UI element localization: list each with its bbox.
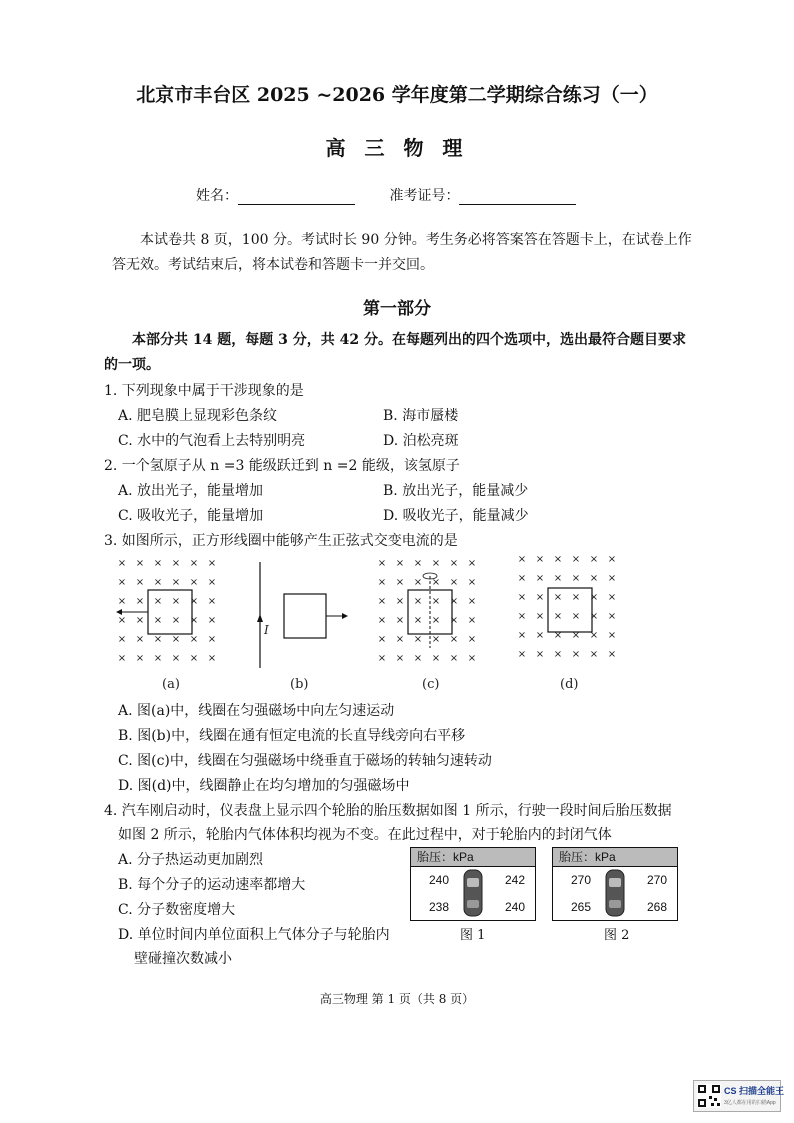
field-cross-mark: × — [413, 596, 423, 607]
field-cross-mark: × — [553, 611, 563, 622]
field-cross-mark: × — [589, 573, 599, 584]
field-cross-mark: × — [589, 592, 599, 603]
field-cross-mark: × — [377, 596, 387, 607]
field-cross-mark: × — [117, 577, 127, 588]
figure-b-current-label: I — [264, 623, 269, 637]
field-cross-mark: × — [171, 615, 181, 626]
figure-a-field — [118, 558, 216, 664]
field-cross-mark: × — [207, 577, 217, 588]
field-cross-mark: × — [135, 596, 145, 607]
field-cross-mark: × — [517, 630, 527, 641]
tire2-front-right: 270 — [647, 873, 668, 887]
field-cross-mark: × — [413, 653, 423, 664]
field-cross-mark: × — [431, 596, 441, 607]
field-cross-mark: × — [553, 592, 563, 603]
field-cross-mark: × — [431, 615, 441, 626]
field-cross-mark: × — [535, 649, 545, 660]
q2-option-c: C. 吸收光子，能量增加 — [118, 508, 264, 524]
tire2-rear-left: 265 — [571, 900, 592, 914]
field-cross-mark: × — [171, 558, 181, 569]
field-cross-mark: × — [571, 630, 581, 641]
field-cross-mark: × — [117, 634, 127, 645]
field-cross-mark: × — [467, 558, 477, 569]
field-cross-mark: × — [171, 653, 181, 664]
exam-intro: 本试卷共 8 页，100 分。考试时长 90 分钟。考生务必将答案答在答题卡上，在试卷上作答无效。考试结束后，将本试卷和答题卡一并交回。 — [112, 232, 692, 273]
field-cross-mark: × — [189, 615, 199, 626]
field-cross-mark: × — [431, 634, 441, 645]
field-cross-mark: × — [377, 653, 387, 664]
field-cross-mark: × — [153, 558, 163, 569]
figure-c-caption: (c) — [422, 677, 440, 692]
q2-option-d: D. 吸收光子，能量减少 — [383, 508, 529, 524]
field-cross-mark: × — [377, 634, 387, 645]
field-cross-mark: × — [449, 653, 459, 664]
q4-option-b: B. 每个分子的运动速率都增大 — [118, 877, 306, 893]
field-cross-mark: × — [571, 611, 581, 622]
field-cross-mark: × — [449, 634, 459, 645]
field-cross-mark: × — [571, 554, 581, 565]
field-cross-mark: × — [171, 634, 181, 645]
q3-option-b: B. 图(b)中，线圈在通有恒定电流的长直导线旁向右平移 — [118, 728, 466, 744]
field-cross-mark: × — [607, 649, 617, 660]
field-cross-mark: × — [517, 611, 527, 622]
field-cross-mark: × — [413, 634, 423, 645]
tire-panel-2 — [552, 847, 678, 921]
field-cross-mark: × — [395, 615, 405, 626]
field-cross-mark: × — [535, 573, 545, 584]
field-cross-mark: × — [467, 634, 477, 645]
field-cross-mark: × — [153, 653, 163, 664]
page-footer: 高三物理 第 1 页（共 8 页） — [319, 992, 475, 1006]
field-cross-mark: × — [395, 653, 405, 664]
field-cross-mark: × — [431, 558, 441, 569]
question-4-stem-line1: 4. 汽车刚启动时，仪表盘上显示四个轮胎的胎压数据如图 1 所示，行驶一段时间后胎压数据 — [104, 803, 672, 819]
q1-option-a: A. 肥皂膜上显现彩色条纹 — [118, 408, 278, 424]
field-cross-mark: × — [467, 577, 477, 588]
q1-option-c: C. 水中的气泡看上去特别明亮 — [118, 433, 306, 449]
q4-option-a: A. 分子热运动更加剧烈 — [118, 852, 264, 868]
field-cross-mark: × — [607, 592, 617, 603]
field-cross-mark: × — [607, 611, 617, 622]
field-cross-mark: × — [467, 615, 477, 626]
name-label: 姓名： — [196, 188, 238, 204]
field-cross-mark: × — [395, 558, 405, 569]
field-cross-mark: × — [535, 554, 545, 565]
field-cross-mark: × — [207, 653, 217, 664]
tire-panel-1-header: 胎压：kPa — [411, 848, 535, 867]
field-cross-mark: × — [571, 649, 581, 660]
field-cross-mark: × — [571, 573, 581, 584]
field-cross-mark: × — [413, 558, 423, 569]
figure-d-field — [518, 554, 616, 660]
field-cross-mark: × — [135, 653, 145, 664]
field-cross-mark: × — [467, 596, 477, 607]
scanner-badge-label: CS 扫描全能王 — [724, 1086, 785, 1096]
field-cross-mark: × — [189, 634, 199, 645]
figure-b-coil — [284, 594, 326, 638]
field-cross-mark: × — [449, 558, 459, 569]
field-cross-mark: × — [553, 573, 563, 584]
q4-option-d-cont: 壁碰撞次数减小 — [134, 951, 232, 967]
field-cross-mark: × — [607, 554, 617, 565]
field-cross-mark: × — [571, 592, 581, 603]
q2-option-b: B. 放出光子，能量减少 — [383, 483, 529, 499]
tire1-front-left: 240 — [429, 873, 450, 887]
part-instructions: 本部分共 14 题，每题 3 分，共 42 分。在每题列出的四个选项中，选出最符合题目要求的一项。 — [104, 332, 686, 373]
field-cross-mark: × — [449, 596, 459, 607]
car-icon — [461, 868, 485, 918]
tire1-rear-right: 240 — [505, 900, 526, 914]
field-cross-mark: × — [607, 573, 617, 584]
question-2-stem: 2. 一个氢原子从 n =3 能级跃迁到 n =2 能级，该氢原子 — [104, 458, 460, 474]
q3-option-d: D. 图(d)中，线圈静止在均匀增加的匀强磁场中 — [118, 778, 410, 794]
field-cross-mark: × — [589, 554, 599, 565]
part-title: 第一部分 — [363, 299, 431, 319]
scanner-badge — [693, 1080, 785, 1112]
field-cross-mark: × — [449, 615, 459, 626]
field-cross-mark: × — [395, 634, 405, 645]
tire2-rear-right: 268 — [647, 900, 668, 914]
figure-a-caption: (a) — [162, 677, 180, 692]
field-cross-mark: × — [135, 615, 145, 626]
field-cross-mark: × — [589, 611, 599, 622]
field-cross-mark: × — [153, 577, 163, 588]
exam-no-label: 准考证号： — [389, 188, 460, 204]
tire1-rear-left: 238 — [429, 900, 450, 914]
field-cross-mark: × — [517, 573, 527, 584]
figure-b-arrowhead — [342, 613, 348, 619]
field-cross-mark: × — [449, 577, 459, 588]
field-cross-mark: × — [553, 554, 563, 565]
field-cross-mark: × — [431, 577, 441, 588]
field-cross-mark: × — [207, 558, 217, 569]
field-cross-mark: × — [395, 596, 405, 607]
field-cross-mark: × — [467, 653, 477, 664]
tire-panel-1 — [410, 847, 536, 921]
field-cross-mark: × — [153, 596, 163, 607]
field-cross-mark: × — [553, 649, 563, 660]
field-cross-mark: × — [171, 577, 181, 588]
field-cross-mark: × — [189, 596, 199, 607]
field-cross-mark: × — [413, 577, 423, 588]
field-cross-mark: × — [589, 649, 599, 660]
q1-option-d: D. 泊松亮斑 — [383, 433, 459, 449]
field-cross-mark: × — [171, 596, 181, 607]
field-cross-mark: × — [135, 558, 145, 569]
subject-title: 高 三 物 理 — [325, 136, 469, 160]
tire-figure-1-caption: 图 1 — [460, 928, 486, 943]
field-cross-mark: × — [189, 653, 199, 664]
qr-code-icon — [697, 1084, 721, 1108]
question-3-stem: 3. 如图所示，正方形线圈中能够产生正弦式交变电流的是 — [104, 533, 458, 549]
field-cross-mark: × — [117, 615, 127, 626]
exam-title: 北京市丰台区 2025 ~2026 学年度第二学期综合练习（一） — [136, 84, 658, 106]
field-cross-mark: × — [117, 558, 127, 569]
field-cross-mark: × — [589, 630, 599, 641]
field-cross-mark: × — [377, 577, 387, 588]
candidate-fields — [196, 185, 606, 205]
field-cross-mark: × — [395, 577, 405, 588]
field-cross-mark: × — [413, 615, 423, 626]
q3-option-c: C. 图(c)中，线圈在匀强磁场中绕垂直于磁场的转轴匀速转动 — [118, 753, 492, 769]
figure-d-caption: (d) — [560, 677, 579, 692]
field-cross-mark: × — [153, 615, 163, 626]
field-cross-mark: × — [517, 554, 527, 565]
field-cross-mark: × — [135, 577, 145, 588]
field-cross-mark: × — [377, 558, 387, 569]
exam-no-blank — [459, 190, 576, 205]
q2-option-a: A. 放出光子，能量增加 — [118, 483, 264, 499]
scanner-badge-sub: 3亿人都在用的扫描App — [724, 1100, 776, 1106]
field-cross-mark: × — [607, 630, 617, 641]
field-cross-mark: × — [117, 596, 127, 607]
figure-c-field — [378, 558, 476, 664]
q4-option-c: C. 分子数密度增大 — [118, 902, 236, 918]
field-cross-mark: × — [517, 649, 527, 660]
field-cross-mark: × — [377, 615, 387, 626]
question-1-stem: 1. 下列现象中属于干涉现象的是 — [104, 383, 304, 399]
field-cross-mark: × — [553, 630, 563, 641]
field-cross-mark: × — [535, 611, 545, 622]
name-blank — [238, 190, 355, 205]
tire-figure-2-caption: 图 2 — [604, 928, 630, 943]
field-cross-mark: × — [189, 577, 199, 588]
car-icon — [603, 868, 627, 918]
field-cross-mark: × — [517, 592, 527, 603]
q4-option-d: D. 单位时间内单位面积上气体分子与轮胎内 — [118, 927, 390, 943]
field-cross-mark: × — [535, 592, 545, 603]
figure-b-current-arrow — [257, 614, 263, 622]
field-cross-mark: × — [431, 653, 441, 664]
q3-figures — [112, 552, 652, 697]
field-cross-mark: × — [135, 634, 145, 645]
field-cross-mark: × — [207, 634, 217, 645]
field-cross-mark: × — [207, 596, 217, 607]
q1-option-b: B. 海市蜃楼 — [383, 408, 459, 424]
field-cross-mark: × — [189, 558, 199, 569]
tire-panel-2-header: 胎压：kPa — [553, 848, 677, 867]
figure-b-caption: (b) — [290, 677, 309, 692]
q3-option-a: A. 图(a)中，线圈在匀强磁场中向左匀速运动 — [118, 703, 395, 719]
question-4-stem-line2: 如图 2 所示，轮胎内气体体积均视为不变。在此过程中，对于轮胎内的封闭气体 — [118, 827, 612, 843]
field-cross-mark: × — [153, 634, 163, 645]
tire1-front-right: 242 — [505, 873, 526, 887]
field-cross-mark: × — [207, 615, 217, 626]
tire2-front-left: 270 — [571, 873, 592, 887]
field-cross-mark: × — [535, 630, 545, 641]
field-cross-mark: × — [117, 653, 127, 664]
